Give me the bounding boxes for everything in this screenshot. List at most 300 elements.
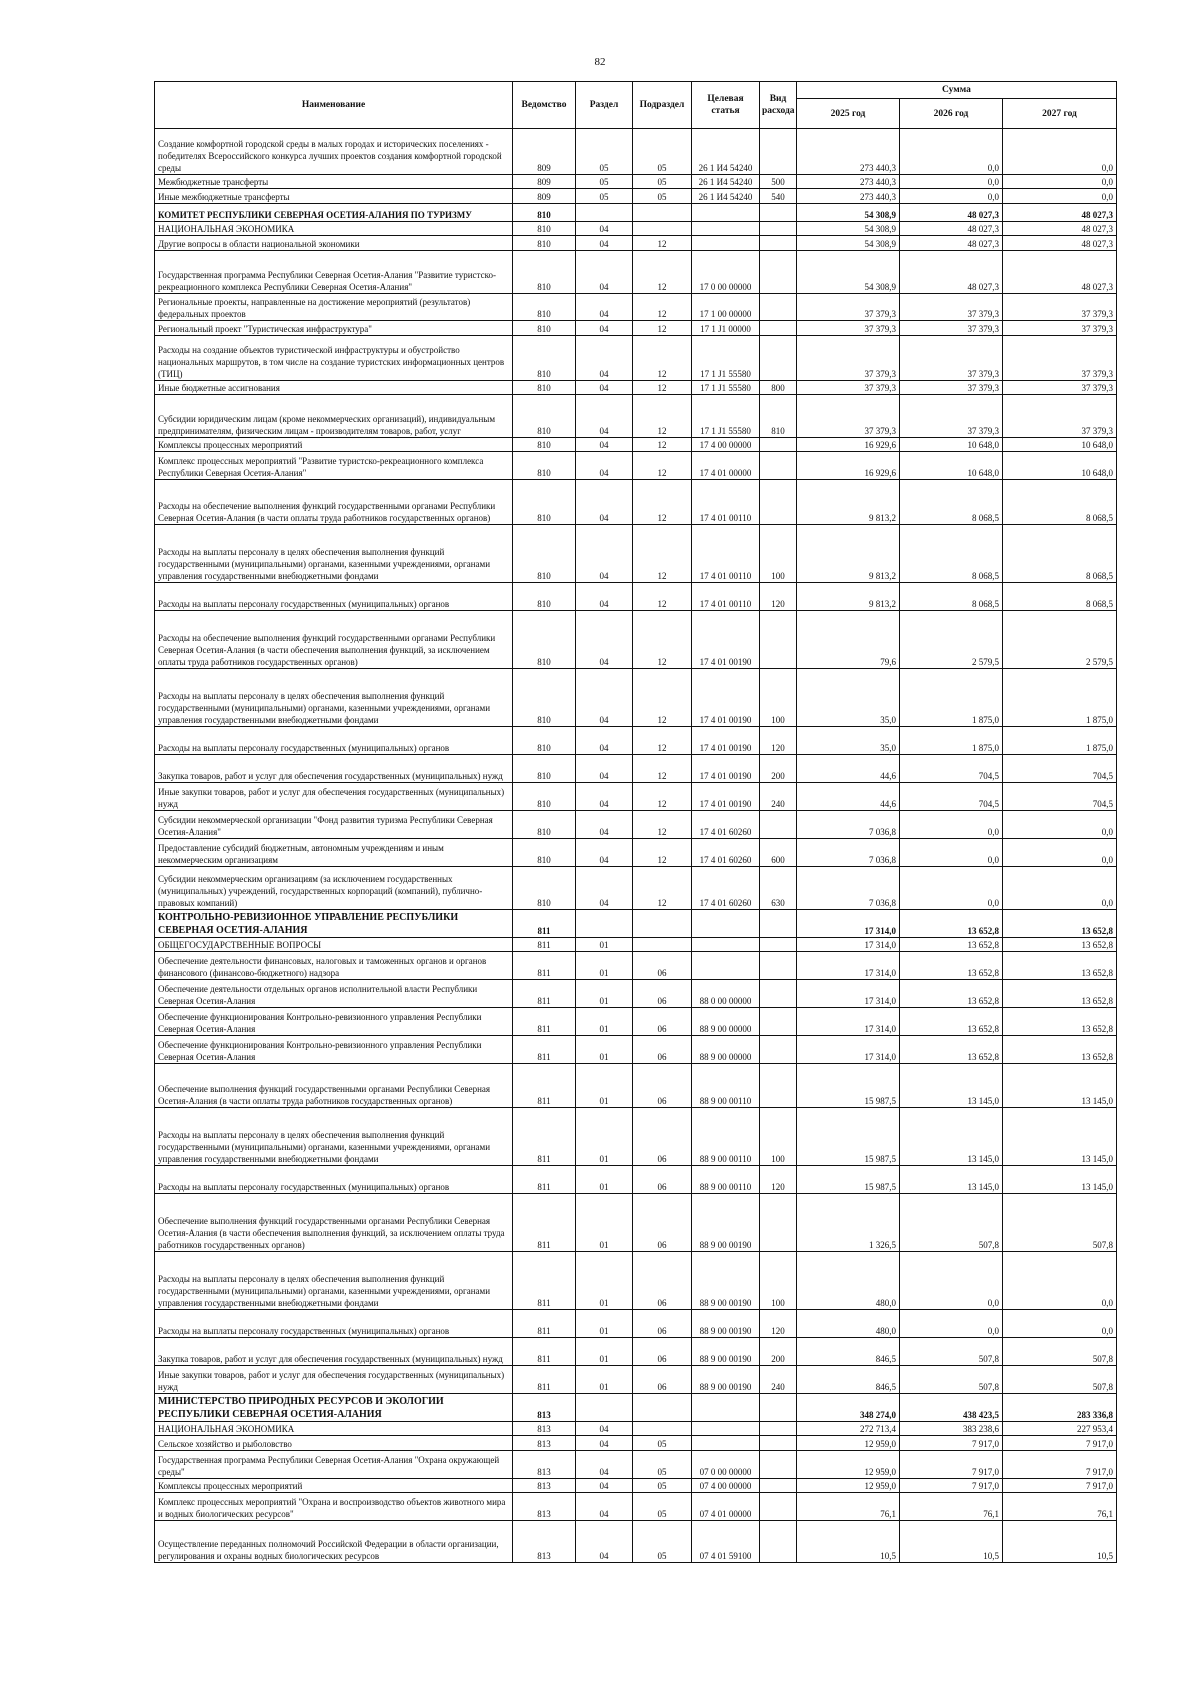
- header-vid-rashoda: Вид расхода: [760, 82, 797, 129]
- row-sum-2026: 10 648,0: [900, 438, 1003, 452]
- row-sum-2027: 0,0: [1003, 811, 1117, 839]
- row-celevaya-statya: 07 4 00 00000: [692, 1479, 760, 1493]
- table-row: [155, 1008, 1117, 1036]
- row-podrazdel: 05: [633, 189, 692, 204]
- table-row: [155, 236, 1117, 251]
- row-celevaya-statya: 88 9 00 00110: [692, 1064, 760, 1108]
- row-celevaya-statya: 17 4 01 00110: [692, 480, 760, 525]
- row-name: Создание комфортной городской среды в малых городах и исторических поселениях - победителях Всероссийского конкурса лучших проектов создания комфортной городской среды: [155, 129, 513, 175]
- table-row: [155, 1366, 1117, 1394]
- table-row: [155, 611, 1117, 669]
- row-sum-2025: 37 379,3: [797, 294, 900, 321]
- row-name: Региональный проект "Туристическая инфраструктура": [155, 321, 513, 336]
- table-row: [155, 938, 1117, 952]
- row-razdel: 04: [576, 480, 633, 525]
- row-celevaya-statya: 17 1 J1 55580: [692, 336, 760, 381]
- row-sum-2027: 227 953,4: [1003, 1422, 1117, 1436]
- row-podrazdel: 06: [633, 1338, 692, 1366]
- row-vedomstvo: 813: [513, 1493, 576, 1521]
- row-sum-2026: 13 652,8: [900, 938, 1003, 952]
- row-name: Другие вопросы в области национальной экономики: [155, 236, 513, 251]
- row-sum-2026: 0,0: [900, 867, 1003, 910]
- row-sum-2027: 0,0: [1003, 175, 1117, 189]
- row-sum-2025: 17 314,0: [797, 938, 900, 952]
- row-vid-rashoda: [760, 938, 797, 952]
- row-vid-rashoda: 100: [760, 1108, 797, 1166]
- row-podrazdel: 12: [633, 438, 692, 452]
- row-razdel: 04: [576, 1436, 633, 1451]
- row-name: Межбюджетные трансферты: [155, 175, 513, 189]
- header-year-2025: 2025 год: [797, 99, 900, 129]
- row-sum-2025: 7 036,8: [797, 811, 900, 839]
- row-vid-rashoda: [760, 811, 797, 839]
- row-vedomstvo: 810: [513, 294, 576, 321]
- row-name: Субсидии некоммерческим организациям (за исключением государственных (муниципальных) учреждений, государственных корпораций (компаний), публично-правовых компаний): [155, 867, 513, 910]
- row-sum-2026: 10 648,0: [900, 452, 1003, 480]
- table-row: [155, 1194, 1117, 1252]
- row-podrazdel: 12: [633, 811, 692, 839]
- row-sum-2026: 383 238,6: [900, 1422, 1003, 1436]
- row-razdel: 04: [576, 395, 633, 438]
- row-sum-2027: 2 579,5: [1003, 611, 1117, 669]
- row-razdel: 01: [576, 1310, 633, 1338]
- row-name: Комплекс процессных мероприятий "Охрана и воспроизводство объектов животного мира и водных биологических ресурсов": [155, 1493, 513, 1521]
- row-sum-2027: 13 145,0: [1003, 1166, 1117, 1194]
- header-name: Наименование: [155, 82, 513, 129]
- row-vid-rashoda: [760, 438, 797, 452]
- row-sum-2027: 37 379,3: [1003, 336, 1117, 381]
- row-vid-rashoda: 600: [760, 839, 797, 867]
- row-sum-2027: 0,0: [1003, 129, 1117, 175]
- row-celevaya-statya: 17 1 J1 00000: [692, 321, 760, 336]
- row-razdel: 04: [576, 1479, 633, 1493]
- row-celevaya-statya: 07 4 01 59100: [692, 1521, 760, 1563]
- row-razdel: 04: [576, 811, 633, 839]
- row-vedomstvo: 811: [513, 1252, 576, 1310]
- row-vedomstvo: 811: [513, 980, 576, 1008]
- row-razdel: 01: [576, 1166, 633, 1194]
- table-row: [155, 1493, 1117, 1521]
- row-podrazdel: 05: [633, 129, 692, 175]
- table-row: [155, 1108, 1117, 1166]
- row-vid-rashoda: [760, 294, 797, 321]
- row-name: Сельское хозяйство и рыболовство: [155, 1436, 513, 1451]
- row-name: Расходы на выплаты персоналу государственных (муниципальных) органов: [155, 1310, 513, 1338]
- row-sum-2025: 17 314,0: [797, 980, 900, 1008]
- row-podrazdel: 12: [633, 755, 692, 783]
- row-vedomstvo: 810: [513, 204, 576, 222]
- row-celevaya-statya: 17 4 01 00190: [692, 669, 760, 727]
- row-name: Закупка товаров, работ и услуг для обеспечения государственных (муниципальных) нужд: [155, 1338, 513, 1366]
- row-sum-2027: 13 652,8: [1003, 938, 1117, 952]
- row-vid-rashoda: 240: [760, 1366, 797, 1394]
- row-vedomstvo: 811: [513, 910, 576, 938]
- row-podrazdel: 12: [633, 525, 692, 583]
- row-sum-2025: 37 379,3: [797, 381, 900, 395]
- row-sum-2027: 48 027,3: [1003, 204, 1117, 222]
- row-sum-2025: 480,0: [797, 1310, 900, 1338]
- row-vid-rashoda: [760, 129, 797, 175]
- table-row: [155, 980, 1117, 1008]
- row-vedomstvo: 810: [513, 480, 576, 525]
- row-podrazdel: 12: [633, 336, 692, 381]
- row-vedomstvo: 811: [513, 938, 576, 952]
- row-podrazdel: 05: [633, 1521, 692, 1563]
- row-vedomstvo: 813: [513, 1394, 576, 1422]
- row-vid-rashoda: [760, 1521, 797, 1563]
- row-sum-2025: 17 314,0: [797, 1008, 900, 1036]
- row-razdel: 01: [576, 1338, 633, 1366]
- row-celevaya-statya: [692, 938, 760, 952]
- row-razdel: 05: [576, 129, 633, 175]
- row-vid-rashoda: 540: [760, 189, 797, 204]
- row-name: Расходы на выплаты персоналу в целях обеспечения выполнения функций государственными (муниципальными) органами, казенными учреждениями, органами управления государственными внебюджетными фондами: [155, 1108, 513, 1166]
- row-sum-2026: 7 917,0: [900, 1436, 1003, 1451]
- row-vedomstvo: 810: [513, 811, 576, 839]
- row-celevaya-statya: 07 0 00 00000: [692, 1451, 760, 1479]
- row-sum-2026: 8 068,5: [900, 583, 1003, 611]
- row-vedomstvo: 809: [513, 189, 576, 204]
- row-vid-rashoda: [760, 1493, 797, 1521]
- row-sum-2026: 48 027,3: [900, 251, 1003, 294]
- row-sum-2025: 12 959,0: [797, 1479, 900, 1493]
- row-vedomstvo: 810: [513, 669, 576, 727]
- row-name: Субсидии некоммерческой организации "Фонд развития туризма Республики Северная Осетия-Алания": [155, 811, 513, 839]
- row-vid-rashoda: [760, 1479, 797, 1493]
- row-name: Расходы на обеспечение выполнения функций государственными органами Республики Северная Осетия-Алания (в части обеспечения выполнения функций, за исключением оплаты труда работников государственных органов): [155, 611, 513, 669]
- row-podrazdel: 12: [633, 321, 692, 336]
- row-podrazdel: 12: [633, 452, 692, 480]
- row-razdel: 04: [576, 727, 633, 755]
- row-vedomstvo: 811: [513, 1008, 576, 1036]
- row-razdel: 04: [576, 611, 633, 669]
- row-name: Субсидии юридическим лицам (кроме некоммерческих организаций), индивидуальным предпринимателям, физическим лицам - производителям товаров, работ, услуг: [155, 395, 513, 438]
- row-sum-2025: 7 036,8: [797, 867, 900, 910]
- row-celevaya-statya: [692, 204, 760, 222]
- table-row: [155, 669, 1117, 727]
- row-razdel: 04: [576, 321, 633, 336]
- row-sum-2025: 7 036,8: [797, 839, 900, 867]
- row-podrazdel: 05: [633, 1436, 692, 1451]
- row-sum-2025: 17 314,0: [797, 952, 900, 980]
- row-sum-2025: 17 314,0: [797, 910, 900, 938]
- row-podrazdel: [633, 204, 692, 222]
- row-podrazdel: 12: [633, 839, 692, 867]
- row-sum-2027: 13 652,8: [1003, 1008, 1117, 1036]
- row-sum-2025: 37 379,3: [797, 395, 900, 438]
- row-podrazdel: [633, 910, 692, 938]
- row-celevaya-statya: 88 9 00 00110: [692, 1108, 760, 1166]
- row-name: Обеспечение функционирования Контрольно-ревизионного управления Республики Северная Осетия-Алания: [155, 1008, 513, 1036]
- header-podrazdel: Подраздел: [633, 82, 692, 129]
- row-razdel: 04: [576, 222, 633, 236]
- row-sum-2027: 8 068,5: [1003, 480, 1117, 525]
- row-sum-2027: 13 145,0: [1003, 1064, 1117, 1108]
- table-row: [155, 952, 1117, 980]
- row-sum-2025: 37 379,3: [797, 336, 900, 381]
- row-celevaya-statya: 88 9 00 00190: [692, 1366, 760, 1394]
- row-celevaya-statya: [692, 236, 760, 251]
- row-razdel: 01: [576, 1194, 633, 1252]
- row-razdel: 04: [576, 1493, 633, 1521]
- table-row: [155, 1338, 1117, 1366]
- row-razdel: 01: [576, 952, 633, 980]
- row-vedomstvo: 810: [513, 251, 576, 294]
- row-sum-2026: 13 652,8: [900, 952, 1003, 980]
- row-name: Расходы на выплаты персоналу государственных (муниципальных) органов: [155, 1166, 513, 1194]
- row-celevaya-statya: 17 1 J1 55580: [692, 395, 760, 438]
- row-sum-2025: 15 987,5: [797, 1166, 900, 1194]
- row-sum-2027: 48 027,3: [1003, 222, 1117, 236]
- row-sum-2027: 283 336,8: [1003, 1394, 1117, 1422]
- row-sum-2026: 438 423,5: [900, 1394, 1003, 1422]
- row-sum-2026: 1 875,0: [900, 727, 1003, 755]
- table-row: [155, 204, 1117, 222]
- row-sum-2027: 37 379,3: [1003, 395, 1117, 438]
- row-razdel: 04: [576, 867, 633, 910]
- row-sum-2025: 273 440,3: [797, 129, 900, 175]
- row-sum-2027: 10,5: [1003, 1521, 1117, 1563]
- row-sum-2027: 507,8: [1003, 1366, 1117, 1394]
- table-row: [155, 1436, 1117, 1451]
- row-sum-2026: 0,0: [900, 839, 1003, 867]
- row-vid-rashoda: [760, 980, 797, 1008]
- row-sum-2027: 1 875,0: [1003, 727, 1117, 755]
- row-vedomstvo: 810: [513, 867, 576, 910]
- row-podrazdel: 06: [633, 1108, 692, 1166]
- row-vid-rashoda: 630: [760, 867, 797, 910]
- row-sum-2027: 13 652,8: [1003, 910, 1117, 938]
- row-vedomstvo: 810: [513, 336, 576, 381]
- row-vid-rashoda: 240: [760, 783, 797, 811]
- row-razdel: 04: [576, 251, 633, 294]
- row-sum-2027: 13 652,8: [1003, 952, 1117, 980]
- row-celevaya-statya: [692, 910, 760, 938]
- row-vedomstvo: 810: [513, 395, 576, 438]
- row-celevaya-statya: 88 9 00 00190: [692, 1338, 760, 1366]
- row-celevaya-statya: 88 9 00 00000: [692, 1008, 760, 1036]
- row-sum-2025: 9 813,2: [797, 525, 900, 583]
- row-sum-2027: 37 379,3: [1003, 294, 1117, 321]
- row-vedomstvo: 811: [513, 1036, 576, 1064]
- row-celevaya-statya: 17 4 01 00190: [692, 611, 760, 669]
- table-row: [155, 1166, 1117, 1194]
- row-vedomstvo: 810: [513, 611, 576, 669]
- row-vedomstvo: 811: [513, 1166, 576, 1194]
- row-vedomstvo: 811: [513, 952, 576, 980]
- row-celevaya-statya: 17 4 01 60260: [692, 811, 760, 839]
- row-celevaya-statya: 88 0 00 00000: [692, 980, 760, 1008]
- row-podrazdel: 05: [633, 1493, 692, 1521]
- row-name: ОБЩЕГОСУДАРСТВЕННЫЕ ВОПРОСЫ: [155, 938, 513, 952]
- row-name: Обеспечение выполнения функций государственными органами Республики Северная Осетия-Алания (в части обеспечения выполнения функций, за исключением оплаты труда работников государственных органов): [155, 1194, 513, 1252]
- row-sum-2026: 0,0: [900, 1252, 1003, 1310]
- row-podrazdel: 06: [633, 1310, 692, 1338]
- row-razdel: [576, 204, 633, 222]
- table-row: [155, 755, 1117, 783]
- row-vedomstvo: 810: [513, 755, 576, 783]
- row-sum-2027: 13 652,8: [1003, 980, 1117, 1008]
- row-sum-2026: 1 875,0: [900, 669, 1003, 727]
- row-name: Обеспечение деятельности отдельных органов исполнительной власти Республики Северная Осетия-Алания: [155, 980, 513, 1008]
- row-sum-2026: 48 027,3: [900, 204, 1003, 222]
- row-sum-2027: 704,5: [1003, 783, 1117, 811]
- table-row: [155, 1451, 1117, 1479]
- row-sum-2026: 0,0: [900, 189, 1003, 204]
- row-sum-2026: 507,8: [900, 1194, 1003, 1252]
- row-vid-rashoda: 120: [760, 1166, 797, 1194]
- row-sum-2027: 7 917,0: [1003, 1436, 1117, 1451]
- row-vedomstvo: 809: [513, 129, 576, 175]
- row-sum-2027: 13 145,0: [1003, 1108, 1117, 1166]
- table-row: [155, 321, 1117, 336]
- row-sum-2026: 2 579,5: [900, 611, 1003, 669]
- row-sum-2025: 54 308,9: [797, 251, 900, 294]
- row-vedomstvo: 811: [513, 1310, 576, 1338]
- row-celevaya-statya: 88 9 00 00110: [692, 1166, 760, 1194]
- table-header: [155, 82, 1117, 129]
- row-sum-2026: 8 068,5: [900, 480, 1003, 525]
- row-vedomstvo: 813: [513, 1521, 576, 1563]
- row-razdel: 04: [576, 438, 633, 452]
- row-sum-2026: 8 068,5: [900, 525, 1003, 583]
- row-vid-rashoda: 800: [760, 381, 797, 395]
- row-sum-2026: 48 027,3: [900, 222, 1003, 236]
- row-podrazdel: 12: [633, 294, 692, 321]
- row-sum-2026: 0,0: [900, 1310, 1003, 1338]
- row-vedomstvo: 811: [513, 1366, 576, 1394]
- row-name: Предоставление субсидий бюджетным, автономным учреждениям и иным некоммерческим организациям: [155, 839, 513, 867]
- row-podrazdel: [633, 1422, 692, 1436]
- row-podrazdel: 06: [633, 1194, 692, 1252]
- row-celevaya-statya: [692, 222, 760, 236]
- row-sum-2025: 9 813,2: [797, 583, 900, 611]
- row-vedomstvo: 810: [513, 321, 576, 336]
- row-podrazdel: 12: [633, 727, 692, 755]
- row-vedomstvo: 809: [513, 175, 576, 189]
- table-row: [155, 129, 1117, 175]
- row-razdel: 04: [576, 1422, 633, 1436]
- row-sum-2025: 54 308,9: [797, 222, 900, 236]
- row-name: Расходы на обеспечение выполнения функций государственными органами Республики Северная Осетия-Алания (в части оплаты труда работников государственных органов): [155, 480, 513, 525]
- table-row: [155, 910, 1117, 938]
- row-razdel: 01: [576, 980, 633, 1008]
- row-sum-2025: 79,6: [797, 611, 900, 669]
- row-podrazdel: 12: [633, 251, 692, 294]
- row-vid-rashoda: 100: [760, 1252, 797, 1310]
- row-razdel: 04: [576, 525, 633, 583]
- row-razdel: 04: [576, 236, 633, 251]
- row-vedomstvo: 811: [513, 1108, 576, 1166]
- row-sum-2025: 846,5: [797, 1366, 900, 1394]
- row-razdel: 04: [576, 755, 633, 783]
- row-vid-rashoda: [760, 1194, 797, 1252]
- table-row: [155, 1064, 1117, 1108]
- row-razdel: 05: [576, 175, 633, 189]
- row-sum-2025: 35,0: [797, 669, 900, 727]
- table-row: [155, 1310, 1117, 1338]
- row-razdel: 04: [576, 452, 633, 480]
- table-row: [155, 1422, 1117, 1436]
- row-sum-2027: 0,0: [1003, 867, 1117, 910]
- row-celevaya-statya: [692, 1436, 760, 1451]
- row-celevaya-statya: [692, 1422, 760, 1436]
- row-vid-rashoda: 120: [760, 1310, 797, 1338]
- row-sum-2026: 13 652,8: [900, 980, 1003, 1008]
- row-sum-2025: 273 440,3: [797, 189, 900, 204]
- header-year-2026: 2026 год: [900, 99, 1003, 129]
- row-razdel: 04: [576, 336, 633, 381]
- row-razdel: 04: [576, 294, 633, 321]
- row-sum-2027: 7 917,0: [1003, 1479, 1117, 1493]
- row-celevaya-statya: 88 9 00 00190: [692, 1310, 760, 1338]
- row-sum-2026: 10,5: [900, 1521, 1003, 1563]
- row-celevaya-statya: 26 1 И4 54240: [692, 129, 760, 175]
- row-sum-2027: 76,1: [1003, 1493, 1117, 1521]
- row-podrazdel: 06: [633, 1252, 692, 1310]
- row-sum-2025: 44,6: [797, 755, 900, 783]
- row-sum-2025: 273 440,3: [797, 175, 900, 189]
- row-vid-rashoda: [760, 236, 797, 251]
- table-row: [155, 438, 1117, 452]
- row-vid-rashoda: 200: [760, 1338, 797, 1366]
- row-razdel: 04: [576, 583, 633, 611]
- row-vedomstvo: 810: [513, 438, 576, 452]
- row-name: Иные межбюджетные трансферты: [155, 189, 513, 204]
- header-summa: Сумма: [797, 82, 1117, 99]
- row-sum-2026: 0,0: [900, 175, 1003, 189]
- row-podrazdel: 05: [633, 1479, 692, 1493]
- row-sum-2027: 37 379,3: [1003, 321, 1117, 336]
- row-sum-2025: 12 959,0: [797, 1451, 900, 1479]
- row-sum-2026: 13 145,0: [900, 1108, 1003, 1166]
- header-vedomstvo: Ведомство: [513, 82, 576, 129]
- row-vid-rashoda: [760, 336, 797, 381]
- row-razdel: 04: [576, 783, 633, 811]
- row-vedomstvo: 811: [513, 1338, 576, 1366]
- row-name: Закупка товаров, работ и услуг для обеспечения государственных (муниципальных) нужд: [155, 755, 513, 783]
- row-name: Комплекс процессных мероприятий "Развитие туристско-рекреационного комплекса Республики Северная Осетия-Алания": [155, 452, 513, 480]
- row-razdel: 01: [576, 1252, 633, 1310]
- row-razdel: 01: [576, 1108, 633, 1166]
- row-podrazdel: 06: [633, 1064, 692, 1108]
- row-razdel: 01: [576, 1036, 633, 1064]
- row-name: Расходы на выплаты персоналу государственных (муниципальных) органов: [155, 727, 513, 755]
- row-name: Обеспечение функционирования Контрольно-ревизионного управления Республики Северная Осетия-Алания: [155, 1036, 513, 1064]
- row-celevaya-statya: 07 4 01 00000: [692, 1493, 760, 1521]
- row-vid-rashoda: [760, 1436, 797, 1451]
- table-row: [155, 175, 1117, 189]
- row-podrazdel: 06: [633, 980, 692, 1008]
- row-celevaya-statya: 17 4 01 00190: [692, 727, 760, 755]
- row-vid-rashoda: [760, 321, 797, 336]
- row-name: Государственная программа Республики Северная Осетия-Алания "Охрана окружающей среды": [155, 1451, 513, 1479]
- row-sum-2025: 9 813,2: [797, 480, 900, 525]
- row-celevaya-statya: 17 4 01 00190: [692, 755, 760, 783]
- row-sum-2025: 480,0: [797, 1252, 900, 1310]
- row-sum-2025: 37 379,3: [797, 321, 900, 336]
- row-vid-rashoda: [760, 1422, 797, 1436]
- row-sum-2026: 507,8: [900, 1338, 1003, 1366]
- row-vid-rashoda: [760, 452, 797, 480]
- row-podrazdel: 12: [633, 583, 692, 611]
- row-name: Осуществление переданных полномочий Российской Федерации в области организации, регулирования и охраны водных биологических ресурсов: [155, 1521, 513, 1563]
- table-row: [155, 1479, 1117, 1493]
- row-sum-2027: 48 027,3: [1003, 251, 1117, 294]
- row-sum-2025: 44,6: [797, 783, 900, 811]
- row-name: Обеспечение деятельности финансовых, налоговых и таможенных органов и органов финансового (финансово-бюджетного) надзора: [155, 952, 513, 980]
- row-vedomstvo: 811: [513, 1194, 576, 1252]
